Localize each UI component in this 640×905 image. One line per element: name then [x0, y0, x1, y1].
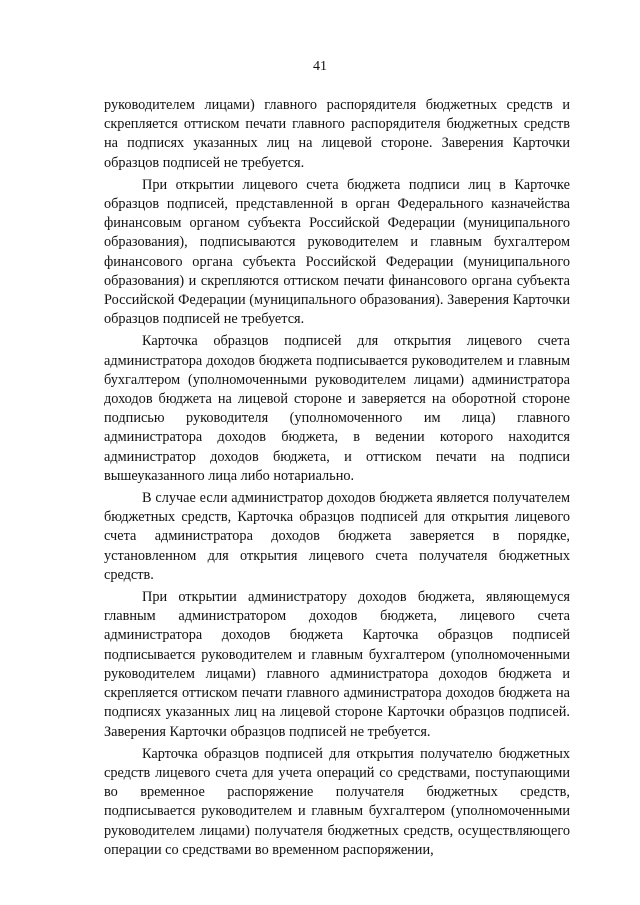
paragraph-continuation: руководителем лицами) главного распорядителя бюджетных средств и скрепляется оттиском печати главного распорядителя бюджетных средств на подписях указанных лиц на лицевой стороне. Заверения Карточки образцов подписей не требуется.: [104, 97, 570, 171]
paragraph-chief-administrator: При открытии администратору доходов бюджета, являющемуся главным администратором доходов бюджета, лицевого счета администратора доходов бюджета Карточка образцов подписей подписывается руководителем и главным бухгалтером (уполномоченными руководителем лицами) главного администратора доходов бюджета и скрепляется оттиском печати главного администратора доходов бюджета на подписях указанных лиц на лицевой стороне Карточки образцов подписей. Заверения Карточки образцов подписей не требуется.: [104, 589, 570, 740]
paragraph-budget-account: При открытии лицевого счета бюджета подписи лиц в Карточке образцов подписей, представленной в орган Федерального казначейства финансовым органом субъекта Российской Федерации (муниципального образования), подписываются руководителем и главным бухгалтером финансового органа субъекта Российской Федерации (муниципального образования) и скрепляются оттиском печати финансового органа субъекта Российской Федерации (муниципального образования). Заверения Карточки образцов подписей не требуется.: [104, 176, 570, 328]
paragraph-revenue-administrator: Карточка образцов подписей для открытия лицевого счета администратора доходов бюджета подписывается руководителем и главным бухгалтером (уполномоченными руководителем лицами) администратора доходов бюджета на лицевой стороне и заверяется на оборотной стороне подписью руководителя (уполномоченного им лица) главного администратора доходов бюджета, в ведении которого находится администратор доходов бюджета, и оттиском печати на подписи вышеуказанного лица либо нотариально.: [104, 333, 570, 484]
document-body: [104, 96, 570, 860]
paragraph-administrator-recipient: В случае если администратор доходов бюджета является получателем бюджетных средств, Карточка образцов подписей для открытия лицевого счета администратора доходов бюджета заверяется в порядке, установленном для открытия лицевого счета получателя бюджетных средств.: [104, 490, 570, 583]
page-number: 41: [313, 59, 327, 74]
paragraph-temporary-funds: Карточка образцов подписей для открытия получателю бюджетных средств лицевого счета для учета операций со средствами, поступающими во временное распоряжение получателя бюджетных средств, подписывается руководителем и главным бухгалтером (уполномоченными руководителем лицами) получателя бюджетных средств, осуществляющего операции со средствами во временном распоряжении,: [104, 745, 570, 858]
